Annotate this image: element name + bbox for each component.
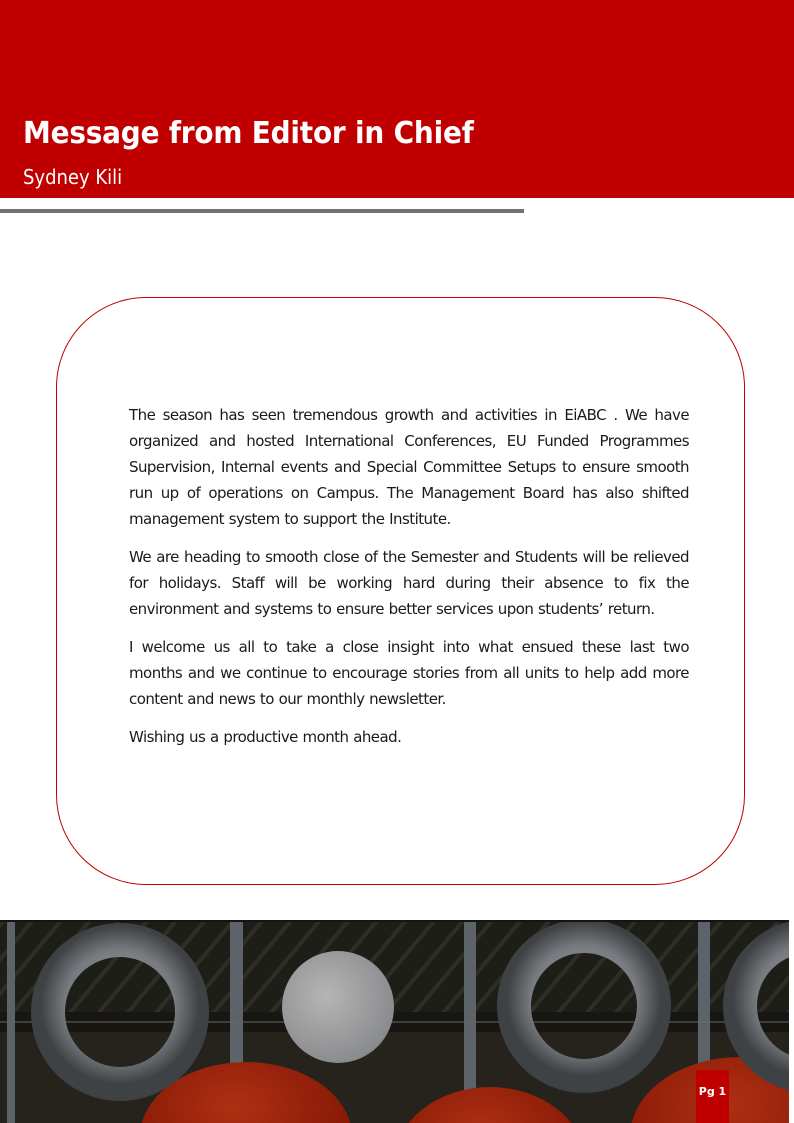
page-title: Message from Editor in Chief [23,116,474,151]
message-paragraph: Wishing us a productive month ahead. [129,728,402,746]
message-body [129,402,689,762]
page-number-badge: Pg 1 [696,1070,729,1123]
header-banner [0,0,794,198]
message-paragraph: We are heading to smooth close of the Semester and Students will be relieved for holidays. Staff will be working hard during their absence to fix the environment and systems to ensure better services upon students’ return. [129,548,689,618]
author-name: Sydney Kili [23,165,123,189]
divider-rule [0,209,524,213]
message-paragraph: The season has seen tremendous growth and activities in EiABC . We have organized and hosted International Conferences, EU Funded Programmes Supervision, Internal events and Special Committee Setups to ensure smooth run up of operations on Campus. The Management Board has also shifted management system to support the Institute. [129,406,689,528]
message-paragraph: I welcome us all to take a close insight into what ensued these last two months and we continue to encourage stories from all units to help add more content and news to our monthly newsletter. [129,638,689,708]
sculpture-image [0,922,789,1123]
sculpture-photo [0,920,789,1123]
